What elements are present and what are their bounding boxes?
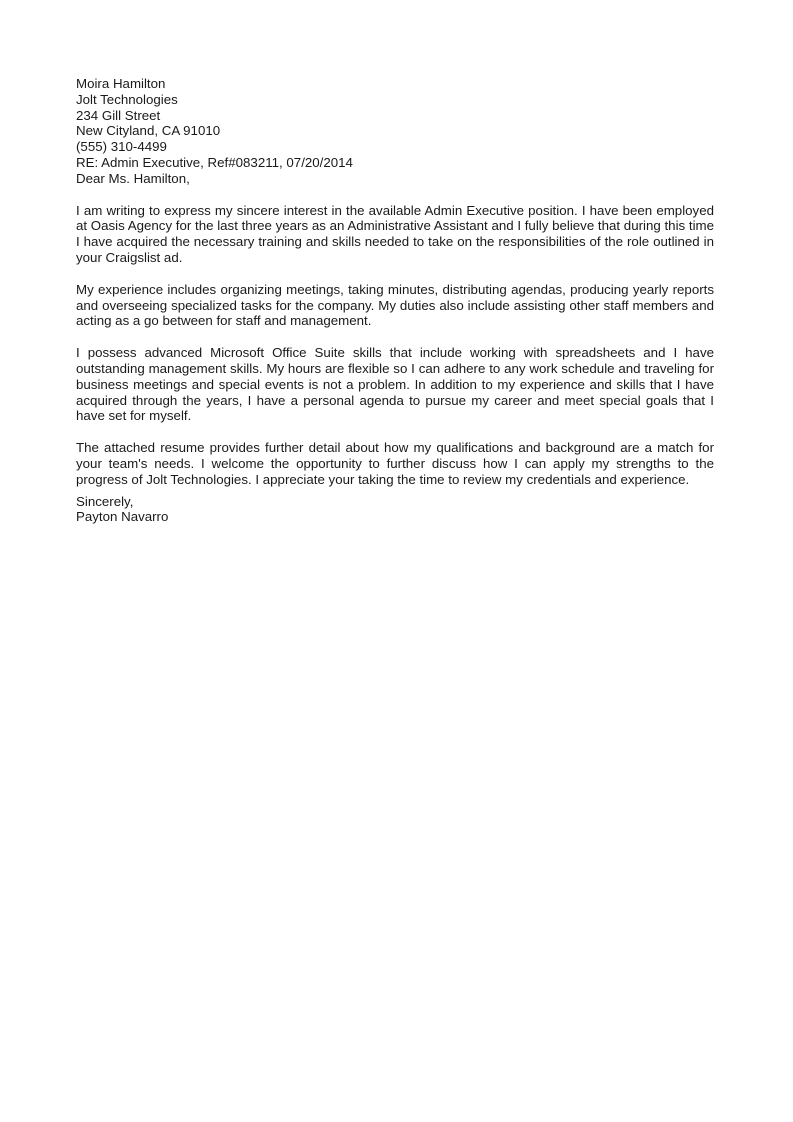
recipient-company: Jolt Technologies (76, 91, 178, 107)
recipient-name: Moira Hamilton (76, 76, 166, 91)
letter-document (76, 76, 714, 525)
signature-name: Payton Navarro (76, 509, 169, 525)
paragraph-intro: I am writing to express my sincere interest in the available Admin Executive position. I have been employed at Oasis Agency for the last three years as an Administrative Assistant and I fully believe that during this time I have acquired the necessary training and skills needed to take on the responsibilities of the role outlined in your Craigslist ad. (76, 202, 714, 265)
reference-line: RE: Admin Executive, Ref#083211, 07/20/2014 (76, 154, 353, 170)
closing-phrase: Sincerely, (76, 493, 134, 509)
signature-block (76, 494, 714, 526)
recipient-city-state-zip: New Cityland, CA 91010 (76, 123, 221, 139)
salutation: Dear Ms. Hamilton, (76, 170, 190, 186)
recipient-address-block (76, 76, 714, 171)
paragraph-experience: My experience includes organizing meetings, taking minutes, distributing agendas, producing yearly reports and overseeing specialized tasks for the company. My duties also include assisting other staff members and acting as a go between for staff and management. (76, 281, 714, 329)
recipient-street: 234 Gill Street (76, 107, 161, 123)
recipient-phone: (555) 310-4499 (76, 139, 167, 155)
paragraph-closing: The attached resume provides further detail about how my qualifications and background are a match for your team's needs. I welcome the opportunity to further discuss how I can apply my strengths to the progress of Jolt Technologies. I appreciate your taking the time to review my credentials and experience. (76, 440, 714, 487)
paragraph-skills: I possess advanced Microsoft Office Suite skills that include working with spreadsheets and I have outstanding management skills. My hours are flexible so I can adhere to any work schedule and traveling for business meetings and special events is not a problem. In addition to my experience and skills that I have acquired through the years, I have a personal agenda to pursue my career and meet special goals that I have set for myself. (76, 345, 714, 424)
